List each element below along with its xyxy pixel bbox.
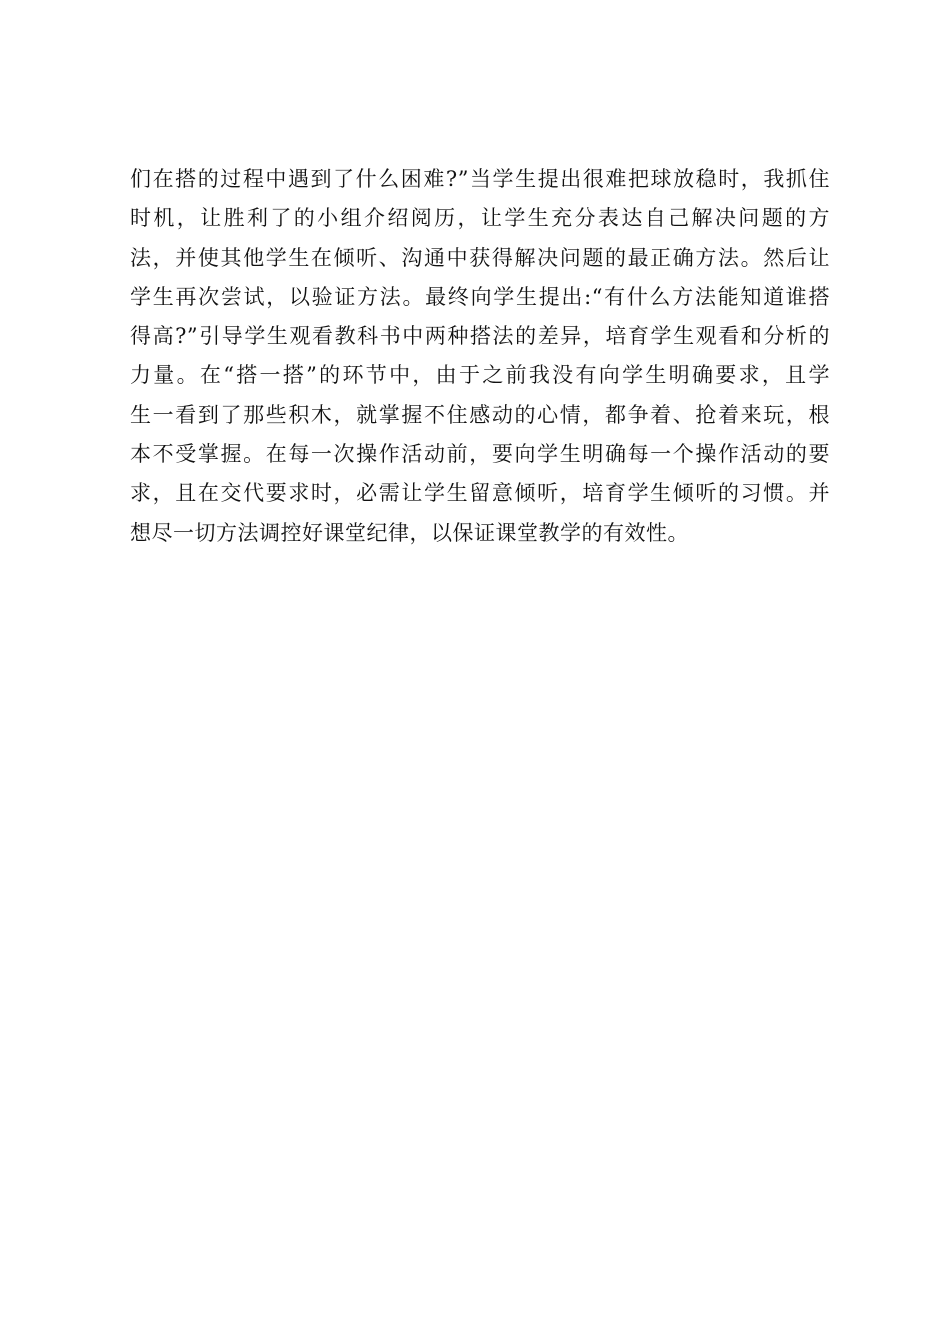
paragraph-line-3: 法，并使其他学生在倾听、沟通中获得解决问题的最正确方法。然后让 [130,245,830,270]
paragraph-line-1: 们在搭的过程中遇到了什么困难?”当学生提出很难把球放稳时，我抓住 [130,167,830,191]
paragraph-line-6: 力量。在“搭一搭”的环节中，由于之前我没有向学生明确要求，且学 [130,363,830,388]
body-paragraph [130,160,830,553]
paragraph-line-4: 学生再次尝试，以验证方法。最终向学生提出:“有什么方法能知道谁搭 [130,284,830,309]
paragraph-line-9: 求，且在交代要求时，必需让学生留意倾听，培育学生倾听的习惯。并 [130,481,830,506]
paragraph-line-8: 本不受掌握。在每一次操作活动前，要向学生明确每一个操作活动的要 [130,442,830,467]
paragraph-line-7: 生一看到了那些积木，就掌握不住感动的心情，都争着、抢着来玩，根 [130,402,830,427]
paragraph-line-10: 想尽一切方法调控好课堂纪律，以保证课堂教学的有效性。 [130,520,689,545]
paragraph-line-5: 得高?”引导学生观看教科书中两种搭法的差异，培育学生观看和分析的 [130,324,830,349]
paragraph-line-2: 时机，让胜利了的小组介绍阅历，让学生充分表达自己解决问题的方 [130,206,830,231]
